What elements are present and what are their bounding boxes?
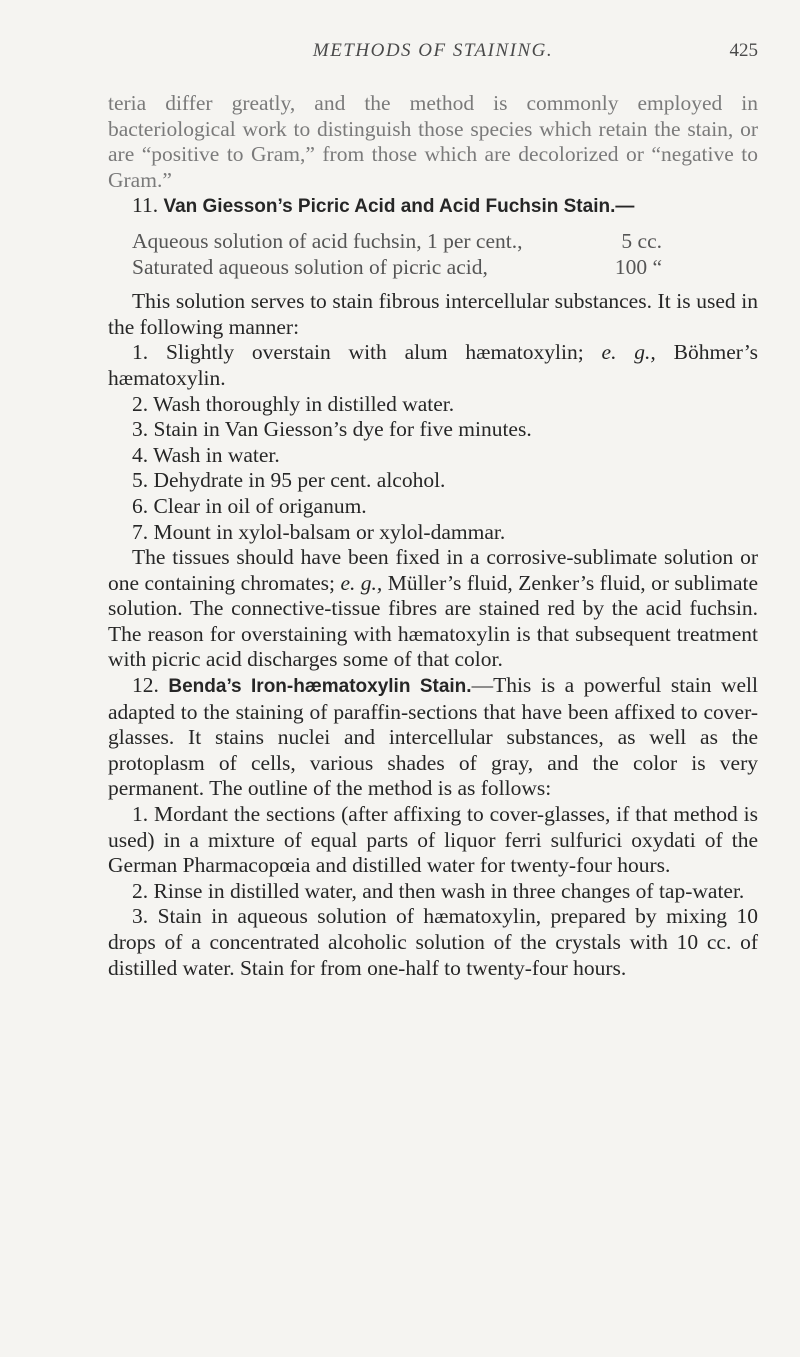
step-text: Mount in xylol-balsam or xylol-dammar. xyxy=(153,519,506,544)
note-text: The tissues should have been fixed in a corrosive-sublimate solution or one containing chromates; xyxy=(108,545,758,595)
step-number: 4. xyxy=(132,442,149,467)
step-number: 5. xyxy=(132,468,149,493)
recipe-row xyxy=(132,229,758,255)
step-text-after: Böhmer’s hæmatoxylin. xyxy=(108,340,759,390)
page-body xyxy=(108,91,758,981)
section-12-text: —This is a powerful stain well adapted to the staining of paraffin-sections that have been affixed to cover-glasses. It stains nuclei and intercellular substances, as well as the protoplasm of cells, various shades of gray, and the color is very permanent. The outline of the method is as follows: xyxy=(108,673,758,801)
step-number: 1. xyxy=(132,340,149,365)
procedure-step xyxy=(108,520,758,546)
page-number: 425 xyxy=(729,40,758,61)
step-number: 7. xyxy=(132,519,149,544)
note-eg: e. g., xyxy=(340,570,383,595)
step-number: 2. xyxy=(132,391,149,416)
step-text: Wash thoroughly in distilled water. xyxy=(153,391,455,416)
procedure-step xyxy=(108,392,758,418)
procedure-step xyxy=(108,802,758,879)
recipe-amount: 100 “ xyxy=(614,254,662,279)
step-number: 1. xyxy=(132,802,149,827)
fixation-note xyxy=(108,545,758,673)
procedure-step xyxy=(108,904,758,981)
section-11-heading xyxy=(108,193,758,220)
step-text: Rinse in distilled water, and then wash in three changes of tap-water. xyxy=(153,878,745,903)
section-12-title: Benda’s Iron-hæmatoxylin Stain. xyxy=(168,676,472,698)
running-title: METHODS OF STAINING. xyxy=(312,40,554,61)
step-number: 6. xyxy=(132,493,149,518)
usage-paragraph: This solution serves to stain fibrous intercellular substances. It is used in the following manner: xyxy=(108,289,758,339)
step-text: Slightly overstain with alum hæmatoxylin; xyxy=(165,340,584,365)
procedure-step xyxy=(108,468,758,494)
step-text: Wash in water. xyxy=(153,442,280,467)
stain-recipe xyxy=(132,229,758,280)
section-12-number: 12. xyxy=(132,673,159,698)
recipe-row xyxy=(132,255,758,281)
recipe-ingredient: Saturated aqueous solution of picric acid, xyxy=(132,254,488,279)
recipe-ingredient: Aqueous solution of acid fuchsin, 1 per cent., xyxy=(132,228,523,253)
section-12-paragraph xyxy=(108,673,758,802)
step-text: Dehydrate in 95 per cent. alcohol. xyxy=(153,468,446,493)
procedure-step xyxy=(108,443,758,469)
recipe-amount: 5 cc. xyxy=(621,228,662,253)
step-text: Clear in oil of origanum. xyxy=(153,493,367,518)
procedure-step xyxy=(108,494,758,520)
step-text: Stain in Van Giesson’s dye for five minutes. xyxy=(153,417,532,442)
section-11-number: 11. xyxy=(132,193,159,218)
procedure-step xyxy=(108,417,758,443)
intro-paragraph: teria differ greatly, and the method is commonly employed in bacteriological work to distinguish those species which retain the stain, or are “positive to Gram,” from those which are decolorized or “negative to Gram.” xyxy=(108,91,758,192)
procedure-step xyxy=(108,340,758,391)
note-text-after: Müller’s fluid, Zenker’s fluid, or sublimate solution. The connective-tissue fibres are stained red by the acid fuchsin. The reason for overstaining with hæmatoxylin is that subsequent treatment with picric acid discharges some of that color. xyxy=(108,570,759,672)
step-text: Mordant the sections (after affixing to cover-glasses, if that method is used) in a mixture of equal parts of liquor ferri sulfurici oxydati of the German Pharmacopœia and distilled water for twenty-four hours. xyxy=(108,802,759,878)
page-header xyxy=(108,40,758,70)
section-11-title: Van Giesson’s Picric Acid and Acid Fuchsin Stain.— xyxy=(163,196,635,218)
step-number: 2. xyxy=(132,878,149,903)
step-number: 3. xyxy=(132,904,149,929)
step-eg: e. g., xyxy=(601,340,656,365)
step-text: Stain in aqueous solution of hæmatoxylin, prepared by mixing 10 drops of a concentrated alcoholic solution of the crystals with 10 cc. of distilled water. Stain for from one-half to twenty-four hours. xyxy=(108,904,758,980)
procedure-step xyxy=(108,879,758,905)
step-number: 3. xyxy=(132,417,149,442)
